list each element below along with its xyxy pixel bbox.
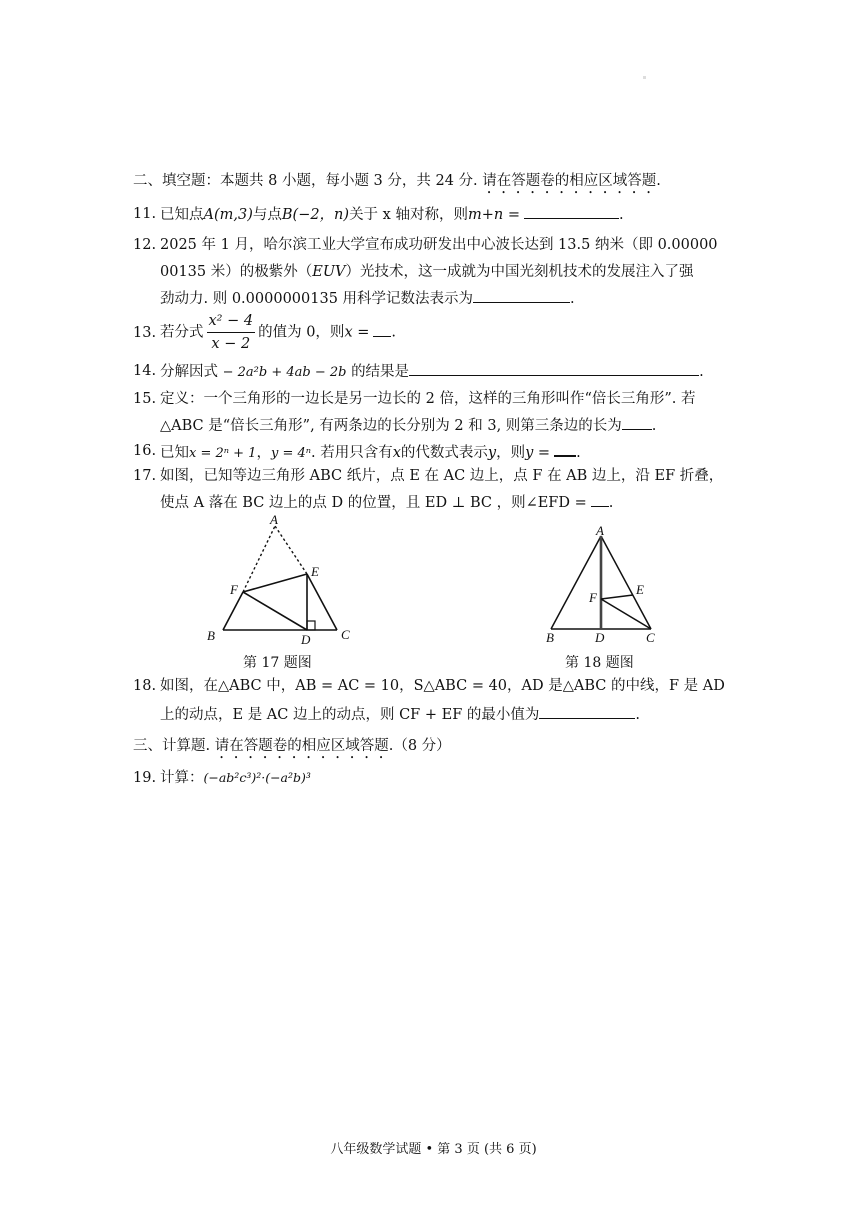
q14-number: 14.	[133, 363, 157, 379]
fig18-label-c: C	[646, 630, 655, 645]
fig17-label-e: E	[311, 564, 319, 579]
q13-denominator: x − 2	[211, 336, 251, 352]
fig17-dashed-af	[243, 526, 275, 592]
fig17-fold-ef	[243, 574, 307, 592]
q13-numerator: x² − 4	[207, 310, 256, 333]
q15-answer-blank	[622, 415, 652, 430]
section-3-answer-note: 请在答题卷的相应区域答题	[214, 738, 389, 754]
q15-number: 15.	[133, 391, 157, 407]
section-3-instructions: 三、计算题.	[133, 738, 215, 754]
q17-number: 17.	[133, 468, 157, 484]
q18-answer-blank	[539, 704, 635, 719]
q13-fraction	[207, 310, 256, 355]
fig18-segment-fe	[601, 595, 633, 599]
q12-line-2: 00135 米）的极紫外（EUV）光技术，这一成就为中国光刻机技术的发展注入了强	[160, 264, 694, 280]
figure-18-caption: 第 18 题图	[565, 655, 634, 671]
q16-answer-blank	[554, 441, 576, 457]
fig18-label-e: E	[636, 582, 644, 597]
q17-line-2: 使点 A 落在 BC 边上的点 D 的位置，且 ED ⊥ BC ，则∠EFD = .	[160, 492, 613, 513]
q13-answer-blank	[373, 322, 391, 337]
q14-expression: − 2a²b + 4ab − 2b	[222, 365, 347, 380]
q19-expression: (−ab²c³)²·(−a²b)³	[203, 770, 311, 785]
scan-speck	[643, 76, 646, 79]
q19-text: 计算：(−ab²c³)²·(−a²b)³	[160, 770, 311, 786]
q17-line-1: 如图，已知等边三角形 ABC 纸片，点 E 在 AC 边上，点 F 在 AB 边上，沿 EF 折叠，	[160, 468, 724, 484]
q11-point-b: B(−2，n)	[281, 207, 350, 223]
q19-number: 19.	[133, 770, 157, 786]
fig17-label-f: F	[230, 582, 238, 597]
q18-line-1: 如图，在△ABC 中，AB = AC = 10，S△ABC = 40，AD 是△ABC 的中线，F 是 AD	[160, 678, 725, 694]
section-3-title: 三、计算题. 请在答题卷的相应区域答题.（8 分）	[133, 738, 451, 754]
page-footer: 八年级数学试题 • 第 3 页 (共 6 页)	[330, 1142, 537, 1157]
fig17-dashed-ae	[275, 526, 307, 574]
q12-number: 12.	[133, 237, 157, 253]
fig17-right-angle-mark	[307, 621, 315, 630]
q15-line-2: △ABC 是“倍长三角形”, 有两条边的长分别为 2 和 3, 则第三条边的长为 .	[160, 415, 656, 436]
section-2-answer-note: 请在答题卷的相应区域答题	[482, 173, 657, 189]
fig18-label-b: B	[546, 630, 554, 645]
q12-line-3: 劲动力. 则 0.0000000135 用科学记数法表示为 .	[160, 288, 575, 309]
q14-answer-blank	[409, 361, 699, 376]
q13-number: 13.	[133, 325, 157, 341]
q11-answer-blank	[524, 204, 619, 219]
figure-18-diagram	[540, 524, 670, 648]
q12-answer-blank	[473, 288, 570, 303]
section-2-instructions: 二、填空题：本题共 8 小题，每小题 3 分，共 24 分.	[133, 173, 483, 189]
fig18-label-f: F	[589, 590, 597, 605]
fig18-side-ab	[551, 536, 601, 629]
figure-17-caption: 第 17 题图	[243, 655, 312, 671]
q18-line-2: 上的动点，E 是 AC 边上的动点，则 CF + EF 的最小值为 .	[160, 704, 640, 725]
q12-line-1: 2025 年 1 月，哈尔滨工业大学宣布成功研发出中心波长达到 13.5 纳米（即 0.00000	[160, 237, 718, 253]
q17-answer-blank	[591, 492, 609, 507]
fig17-label-a: A	[270, 512, 278, 527]
q15-line-1: 定义：一个三角形的一边长是另一边长的 2 倍，这样的三角形叫作“倍长三角形”. 若	[160, 391, 696, 407]
fig17-side-bf	[223, 592, 243, 630]
q13-text: 若分式 $\frac{\text{x² − 4}}{x - 2}$ 的值为 0，则x = .	[160, 310, 396, 355]
section-2-title: 二、填空题：本题共 8 小题，每小题 3 分，共 24 分. 请在答题卷的相应区域答题.	[133, 173, 661, 189]
q11-number: 11.	[133, 206, 157, 222]
q18-number: 18.	[133, 678, 157, 694]
fig17-segment-fd	[243, 592, 307, 630]
q14-text: 分解因式 − 2a²b + 4ab − 2b 的结果是 .	[160, 361, 704, 383]
q11-point-a: A(m,3)	[203, 207, 253, 223]
fig18-label-d: D	[595, 630, 605, 645]
q11-text: 已知点A(m,3)与点B(−2，n)关于 x 轴对称，则m+n = .	[160, 204, 624, 225]
q16-text: 已知x = 2ⁿ + 1，y = 4ⁿ. 若用只含有x的代数式表示y，则y = .	[160, 441, 581, 464]
fig17-label-d: D	[301, 632, 311, 645]
figure-17-diagram	[195, 510, 370, 645]
fig18-label-a: A	[596, 524, 604, 538]
fig17-label-b: B	[207, 628, 215, 643]
fig17-label-c: C	[341, 627, 350, 642]
q16-number: 16.	[133, 443, 157, 459]
